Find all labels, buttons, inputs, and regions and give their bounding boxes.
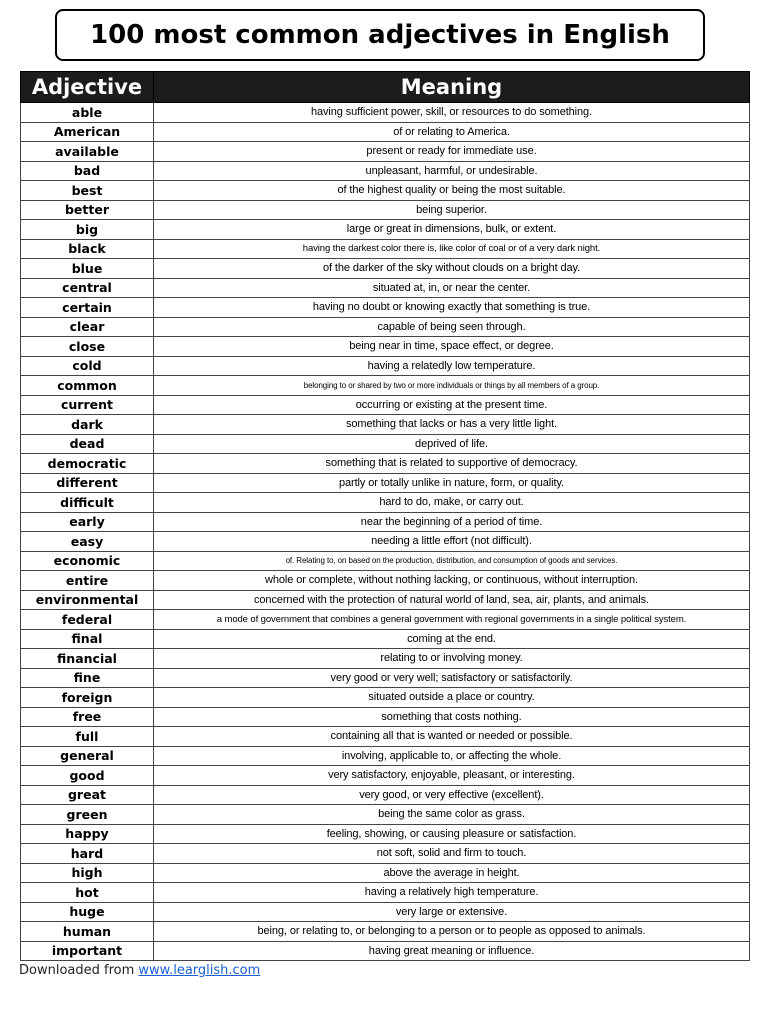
meaning-cell: partly or totally unlike in nature, form, or quality. bbox=[154, 473, 750, 493]
table-row bbox=[21, 434, 750, 454]
adjective-cell: American bbox=[21, 122, 154, 142]
adjective-cell: full bbox=[21, 727, 154, 747]
adjective-cell: economic bbox=[21, 551, 154, 571]
adjective-cell: close bbox=[21, 337, 154, 357]
meaning-cell: capable of being seen through. bbox=[154, 317, 750, 337]
meaning-cell: above the average in height. bbox=[154, 863, 750, 883]
meaning-cell: hard to do, make, or carry out. bbox=[154, 493, 750, 513]
table-row bbox=[21, 649, 750, 669]
footer-prefix: Downloaded from bbox=[19, 963, 139, 978]
meaning-cell: deprived of life. bbox=[154, 434, 750, 454]
table-row bbox=[21, 200, 750, 220]
meaning-cell: large or great in dimensions, bulk, or extent. bbox=[154, 220, 750, 240]
meaning-cell: of the darker of the sky without clouds on a bright day. bbox=[154, 259, 750, 279]
table-row bbox=[21, 922, 750, 942]
table-row bbox=[21, 259, 750, 279]
table-row bbox=[21, 142, 750, 162]
adjective-cell: difficult bbox=[21, 493, 154, 513]
table-row bbox=[21, 551, 750, 571]
meaning-cell: coming at the end. bbox=[154, 629, 750, 649]
footer bbox=[19, 963, 260, 978]
meaning-cell: something that costs nothing. bbox=[154, 707, 750, 727]
meaning-cell: having a relatively high temperature. bbox=[154, 883, 750, 903]
meaning-cell: being near in time, space effect, or degree. bbox=[154, 337, 750, 357]
adjective-cell: entire bbox=[21, 571, 154, 591]
adjective-cell: able bbox=[21, 103, 154, 123]
table-row bbox=[21, 512, 750, 532]
adjective-cell: central bbox=[21, 278, 154, 298]
table-body bbox=[21, 103, 750, 961]
table-row bbox=[21, 239, 750, 259]
table-row bbox=[21, 103, 750, 123]
table-row bbox=[21, 278, 750, 298]
adjective-cell: easy bbox=[21, 532, 154, 552]
table-row bbox=[21, 824, 750, 844]
meaning-cell: situated outside a place or country. bbox=[154, 688, 750, 708]
table-row bbox=[21, 883, 750, 903]
adjective-cell: human bbox=[21, 922, 154, 942]
adjective-cell: huge bbox=[21, 902, 154, 922]
adjective-cell: certain bbox=[21, 298, 154, 318]
adjectives-table bbox=[20, 71, 750, 961]
adjective-cell: dark bbox=[21, 415, 154, 435]
meaning-cell: having great meaning or influence. bbox=[154, 941, 750, 961]
meaning-cell: very satisfactory, enjoyable, pleasant, or interesting. bbox=[154, 766, 750, 786]
table-row bbox=[21, 766, 750, 786]
adjective-cell: better bbox=[21, 200, 154, 220]
meaning-cell: being the same color as grass. bbox=[154, 805, 750, 825]
adjective-cell: bad bbox=[21, 161, 154, 181]
meaning-cell: of the highest quality or being the most suitable. bbox=[154, 181, 750, 201]
table-row bbox=[21, 941, 750, 961]
table-row bbox=[21, 317, 750, 337]
meaning-cell: involving, applicable to, or affecting the whole. bbox=[154, 746, 750, 766]
table-row bbox=[21, 395, 750, 415]
adjective-cell: big bbox=[21, 220, 154, 240]
meaning-cell: near the beginning of a period of time. bbox=[154, 512, 750, 532]
table-row bbox=[21, 571, 750, 591]
footer-link[interactable]: www.learglish.com bbox=[138, 963, 261, 978]
meaning-cell: of. Relating to, on based on the production, distribution, and consumption of goods and services. bbox=[154, 551, 750, 571]
meaning-cell: having the darkest color there is, like color of coal or of a very dark night. bbox=[154, 239, 750, 259]
meaning-cell: situated at, in, or near the center. bbox=[154, 278, 750, 298]
adjective-cell: democratic bbox=[21, 454, 154, 474]
meaning-cell: needing a little effort (not difficult). bbox=[154, 532, 750, 552]
table-row bbox=[21, 590, 750, 610]
table-row bbox=[21, 863, 750, 883]
table-row bbox=[21, 902, 750, 922]
adjective-cell: federal bbox=[21, 610, 154, 630]
meaning-cell: very good, or very effective (excellent). bbox=[154, 785, 750, 805]
adjective-cell: different bbox=[21, 473, 154, 493]
meaning-cell: something that lacks or has a very little light. bbox=[154, 415, 750, 435]
table-row bbox=[21, 454, 750, 474]
adjective-cell: fine bbox=[21, 668, 154, 688]
table-row bbox=[21, 376, 750, 396]
table-row bbox=[21, 707, 750, 727]
adjective-cell: hot bbox=[21, 883, 154, 903]
table-row bbox=[21, 785, 750, 805]
table-row bbox=[21, 181, 750, 201]
adjective-cell: green bbox=[21, 805, 154, 825]
table-row bbox=[21, 298, 750, 318]
meaning-cell: a mode of government that combines a general government with regional governments in a single political system. bbox=[154, 610, 750, 630]
meaning-cell: being, or relating to, or belonging to a person or to people as opposed to animals. bbox=[154, 922, 750, 942]
meaning-cell: concerned with the protection of natural world of land, sea, air, plants, and animals. bbox=[154, 590, 750, 610]
table-row bbox=[21, 122, 750, 142]
table-row bbox=[21, 727, 750, 747]
table-row bbox=[21, 337, 750, 357]
adjective-cell: clear bbox=[21, 317, 154, 337]
table-row bbox=[21, 844, 750, 864]
meaning-cell: of or relating to America. bbox=[154, 122, 750, 142]
adjective-cell: cold bbox=[21, 356, 154, 376]
adjective-cell: important bbox=[21, 941, 154, 961]
column-header-adjective: Adjective bbox=[21, 72, 154, 103]
table-row bbox=[21, 629, 750, 649]
meaning-cell: not soft, solid and firm to touch. bbox=[154, 844, 750, 864]
adjective-cell: current bbox=[21, 395, 154, 415]
adjective-cell: early bbox=[21, 512, 154, 532]
meaning-cell: occurring or existing at the present time. bbox=[154, 395, 750, 415]
meaning-cell: unpleasant, harmful, or undesirable. bbox=[154, 161, 750, 181]
table-header-row bbox=[21, 72, 750, 103]
table-row bbox=[21, 161, 750, 181]
adjective-cell: high bbox=[21, 863, 154, 883]
meaning-cell: present or ready for immediate use. bbox=[154, 142, 750, 162]
meaning-cell: relating to or involving money. bbox=[154, 649, 750, 669]
adjective-cell: environmental bbox=[21, 590, 154, 610]
adjective-cell: general bbox=[21, 746, 154, 766]
adjective-cell: financial bbox=[21, 649, 154, 669]
adjective-cell: best bbox=[21, 181, 154, 201]
meaning-cell: having no doubt or knowing exactly that something is true. bbox=[154, 298, 750, 318]
adjective-cell: good bbox=[21, 766, 154, 786]
adjective-cell: available bbox=[21, 142, 154, 162]
table-row bbox=[21, 356, 750, 376]
adjective-cell: happy bbox=[21, 824, 154, 844]
table-row bbox=[21, 415, 750, 435]
adjective-cell: blue bbox=[21, 259, 154, 279]
table-row bbox=[21, 493, 750, 513]
table-row bbox=[21, 473, 750, 493]
meaning-cell: feeling, showing, or causing pleasure or satisfaction. bbox=[154, 824, 750, 844]
meaning-cell: having sufficient power, skill, or resources to do something. bbox=[154, 103, 750, 123]
meaning-cell: very large or extensive. bbox=[154, 902, 750, 922]
adjective-cell: dead bbox=[21, 434, 154, 454]
adjective-cell: hard bbox=[21, 844, 154, 864]
table-row bbox=[21, 746, 750, 766]
table-row bbox=[21, 668, 750, 688]
adjective-cell: free bbox=[21, 707, 154, 727]
meaning-cell: belonging to or shared by two or more individuals or things by all members of a group. bbox=[154, 376, 750, 396]
meaning-cell: something that is related to supportive of democracy. bbox=[154, 454, 750, 474]
meaning-cell: being superior. bbox=[154, 200, 750, 220]
table-row bbox=[21, 688, 750, 708]
adjective-cell: final bbox=[21, 629, 154, 649]
meaning-cell: containing all that is wanted or needed or possible. bbox=[154, 727, 750, 747]
meaning-cell: having a relatedly low temperature. bbox=[154, 356, 750, 376]
adjective-cell: common bbox=[21, 376, 154, 396]
table-row bbox=[21, 805, 750, 825]
page-title: 100 most common adjectives in English bbox=[55, 9, 705, 61]
adjective-cell: foreign bbox=[21, 688, 154, 708]
meaning-cell: whole or complete, without nothing lacking, or continuous, without interruption. bbox=[154, 571, 750, 591]
adjective-cell: black bbox=[21, 239, 154, 259]
meaning-cell: very good or very well; satisfactory or satisfactorily. bbox=[154, 668, 750, 688]
adjective-cell: great bbox=[21, 785, 154, 805]
table-row bbox=[21, 610, 750, 630]
column-header-meaning: Meaning bbox=[154, 72, 750, 103]
table-row bbox=[21, 220, 750, 240]
table-row bbox=[21, 532, 750, 552]
